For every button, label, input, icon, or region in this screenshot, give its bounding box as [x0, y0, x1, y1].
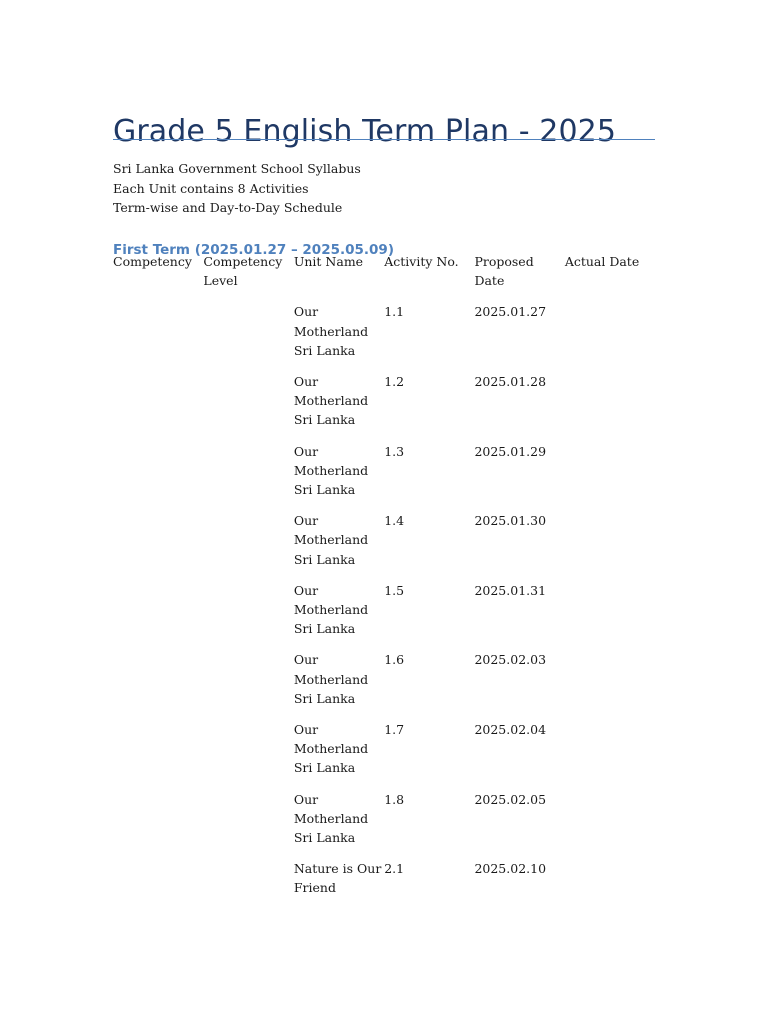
cell-unit-name: Our Motherland Sri Lanka	[293, 513, 369, 567]
cell-competency	[113, 511, 203, 581]
cell-activity-no: 1.3	[384, 443, 405, 459]
header-unit-name: Unit Name	[293, 254, 364, 269]
cell-unit-name: Our Motherland Sri Lanka	[293, 582, 369, 637]
cell-activity-no: 1.6	[384, 652, 405, 668]
cell-competency-level	[203, 372, 293, 442]
table-row	[113, 650, 655, 720]
cell-unit-name: Our Motherland Sri Lanka	[293, 722, 369, 776]
cell-actual-date	[565, 581, 655, 651]
cell-actual-date	[565, 790, 655, 860]
table-row	[113, 442, 655, 512]
table-row	[113, 859, 655, 909]
cell-proposed-date: 2025.01.30	[474, 513, 547, 529]
cell-competency	[113, 720, 203, 790]
cell-actual-date	[565, 650, 655, 720]
cell-proposed-date: 2025.02.03	[474, 652, 547, 668]
cell-unit-name: Our Motherland Sri Lanka	[293, 443, 369, 498]
cell-competency-level	[203, 442, 293, 512]
cell-competency-level	[203, 581, 293, 651]
table-row	[113, 790, 655, 860]
cell-competency-level	[203, 302, 293, 372]
cell-unit-name: Our Motherland Sri Lanka	[293, 374, 369, 428]
term-plan-table	[113, 252, 655, 910]
cell-activity-no: 1.7	[384, 722, 405, 738]
header-actual-date: Actual Date	[564, 254, 640, 269]
cell-competency	[113, 790, 203, 860]
title-divider	[113, 139, 655, 140]
cell-competency	[113, 650, 203, 720]
cell-actual-date	[565, 302, 655, 372]
cell-competency-level	[203, 859, 293, 909]
header-proposed-date: Proposed Date	[474, 254, 534, 289]
cell-activity-no: 1.1	[384, 304, 405, 320]
cell-proposed-date: 2025.01.31	[474, 582, 547, 598]
table-row	[113, 511, 655, 581]
intro-line: Sri Lanka Government School Syllabus	[113, 161, 361, 176]
cell-unit-name: Nature is Our Friend	[293, 861, 382, 896]
term-heading: First Term (2025.01.27 – 2025.05.09)	[113, 242, 394, 259]
table-row	[113, 372, 655, 442]
table-row	[113, 302, 655, 372]
cell-activity-no: 1.4	[384, 513, 405, 529]
cell-activity-no: 1.2	[384, 374, 405, 390]
header-activity-no: Activity No.	[384, 254, 459, 269]
cell-proposed-date: 2025.01.29	[474, 443, 547, 459]
cell-competency-level	[203, 650, 293, 720]
cell-actual-date	[565, 372, 655, 442]
cell-proposed-date: 2025.02.04	[474, 722, 547, 738]
cell-competency-level	[203, 790, 293, 860]
intro-line: Each Unit contains 8 Activities	[113, 180, 309, 196]
cell-competency	[113, 859, 203, 909]
table-row	[113, 581, 655, 651]
table-row	[113, 720, 655, 790]
cell-actual-date	[565, 511, 655, 581]
cell-activity-no: 2.1	[384, 861, 405, 877]
cell-proposed-date: 2025.02.05	[474, 791, 547, 807]
cell-proposed-date: 2025.01.28	[474, 374, 547, 390]
cell-competency	[113, 581, 203, 651]
cell-competency	[113, 302, 203, 372]
cell-unit-name: Our Motherland Sri Lanka	[293, 791, 369, 846]
header-competency-level: Competency Level	[203, 254, 283, 289]
table-header-row	[113, 252, 655, 302]
cell-activity-no: 1.5	[384, 582, 405, 598]
cell-activity-no: 1.8	[384, 791, 405, 807]
cell-unit-name: Our Motherland Sri Lanka	[293, 652, 369, 706]
cell-competency	[113, 372, 203, 442]
cell-actual-date	[565, 442, 655, 512]
intro-block	[113, 159, 361, 218]
page-title: Grade 5 English Term Plan - 2025	[113, 114, 617, 150]
cell-unit-name: Our Motherland Sri Lanka	[293, 304, 369, 358]
cell-actual-date	[565, 720, 655, 790]
cell-competency-level	[203, 720, 293, 790]
cell-proposed-date: 2025.01.27	[474, 304, 547, 320]
cell-actual-date	[565, 859, 655, 909]
cell-competency	[113, 442, 203, 512]
cell-proposed-date: 2025.02.10	[474, 861, 547, 877]
cell-competency-level	[203, 511, 293, 581]
intro-line: Term-wise and Day-to-Day Schedule	[113, 200, 343, 215]
table-body	[113, 302, 655, 909]
header-competency: Competency	[113, 254, 192, 269]
